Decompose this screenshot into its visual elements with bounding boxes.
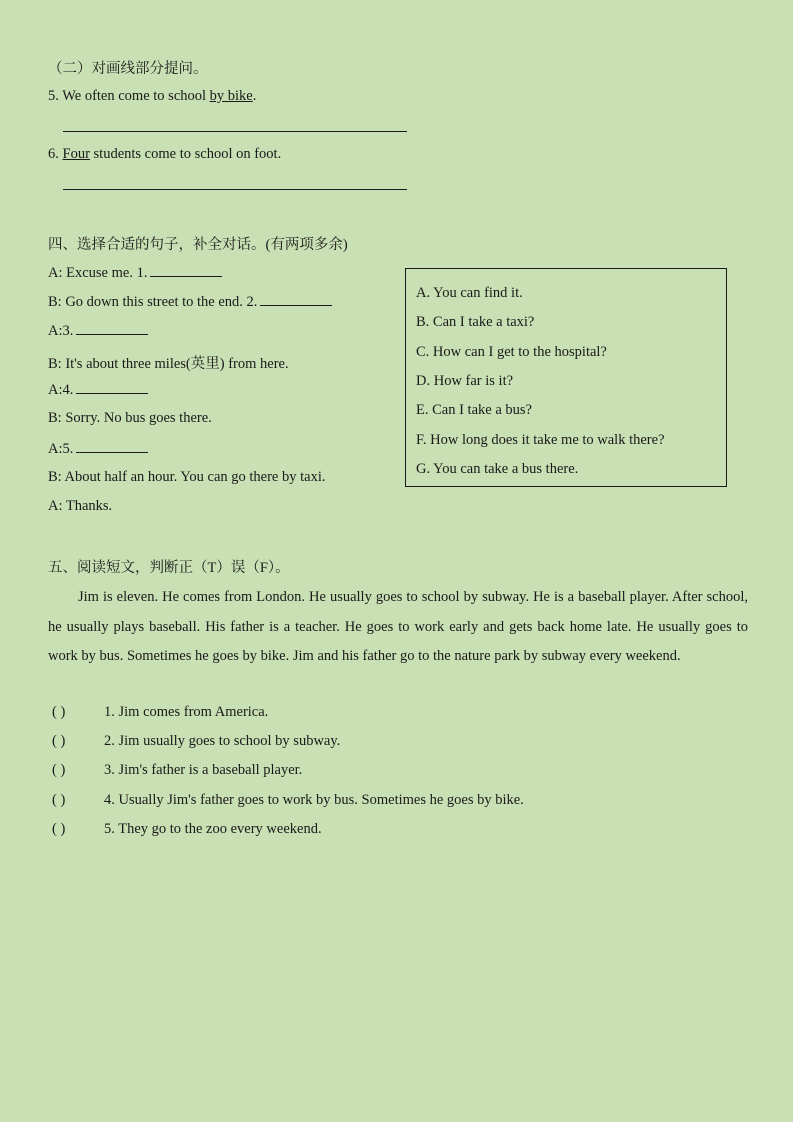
answer-line-5[interactable] <box>63 131 407 132</box>
tf-item-1 <box>52 704 268 721</box>
statement-3: 3. Jim's father is a baseball player. <box>104 762 303 778</box>
dialogue-line <box>48 440 148 458</box>
option-f: F. How long does it take me to walk there? <box>416 432 665 448</box>
statement-2: 2. Jim usually goes to school by subway. <box>104 733 341 749</box>
question-6-underlined: Four <box>62 146 90 162</box>
blank-1[interactable] <box>150 264 222 277</box>
question-6-number: 6. <box>48 146 63 162</box>
question-6 <box>48 146 281 163</box>
reading-passage: Jim is eleven. He comes from London. He usually goes to school by subway. He is a baseball player. After school, he usually plays baseball. His father is a teacher. He goes to work early and gets back home late. He usually goes to work by bus. Sometimes he goes by bike. Jim and his father go to the nature park by subway every weekend. <box>48 589 748 664</box>
statement-1: 1. Jim comes from America. <box>104 704 269 720</box>
tf-item-2 <box>52 733 340 750</box>
blank-2[interactable] <box>260 293 332 306</box>
dialogue-line <box>48 322 148 340</box>
blank-4[interactable] <box>76 381 148 394</box>
dialogue-line: B: It's about three miles(英里) from here. <box>48 356 289 372</box>
question-5 <box>48 88 256 105</box>
dialogue-text: A:3. <box>48 323 74 339</box>
dialogue-text: A:4. <box>48 382 74 398</box>
question-6-text: students come to school on foot. <box>89 146 282 162</box>
option-e: E. Can I take a bus? <box>416 402 532 418</box>
option-b: B. Can I take a taxi? <box>416 314 535 330</box>
option-d: D. How far is it? <box>416 373 514 389</box>
dialogue-line: B: Sorry. No bus goes there. <box>48 410 212 426</box>
section4-title: 四、选择合适的句子，补全对话。(有两项多余) <box>48 237 348 253</box>
statement-5: 5. They go to the zoo every weekend. <box>104 821 322 837</box>
question-5-end: . <box>252 88 257 104</box>
tf-item-5 <box>52 821 322 838</box>
dialogue-line <box>48 293 332 311</box>
blank-3[interactable] <box>76 322 148 335</box>
dialogue-text: B: Go down this street to the end. 2. <box>48 294 258 310</box>
answer-paren[interactable]: ( ) <box>52 733 66 749</box>
dialogue-line <box>48 381 148 399</box>
statement-4: 4. Usually Jim's father goes to work by bus. Sometimes he goes by bike. <box>104 792 524 808</box>
blank-5[interactable] <box>76 440 148 453</box>
answer-line-6[interactable] <box>63 189 407 190</box>
dialogue-text: A: Excuse me. 1. <box>48 265 148 281</box>
answer-paren[interactable]: ( ) <box>52 704 66 720</box>
question-5-text: 5. We often come to school <box>48 88 210 104</box>
dialogue-text: A:5. <box>48 441 74 457</box>
answer-paren[interactable]: ( ) <box>52 792 66 808</box>
section2-title: （二）对画线部分提问。 <box>48 61 208 77</box>
tf-item-4 <box>52 792 524 809</box>
option-c: C. How can I get to the hospital? <box>416 344 607 360</box>
tf-item-3 <box>52 762 302 779</box>
options-box <box>405 268 727 487</box>
answer-paren[interactable]: ( ) <box>52 821 66 837</box>
dialogue-line <box>48 264 222 282</box>
question-5-underlined: by bike <box>209 88 253 104</box>
answer-paren[interactable]: ( ) <box>52 762 66 778</box>
dialogue-line: B: About half an hour. You can go there by taxi. <box>48 469 326 485</box>
section5-title: 五、阅读短文，判断正（T）误（F）。 <box>48 560 290 576</box>
option-a: A. You can find it. <box>416 285 523 301</box>
dialogue-line: A: Thanks. <box>48 498 113 514</box>
option-g: G. You can take a bus there. <box>416 461 579 477</box>
